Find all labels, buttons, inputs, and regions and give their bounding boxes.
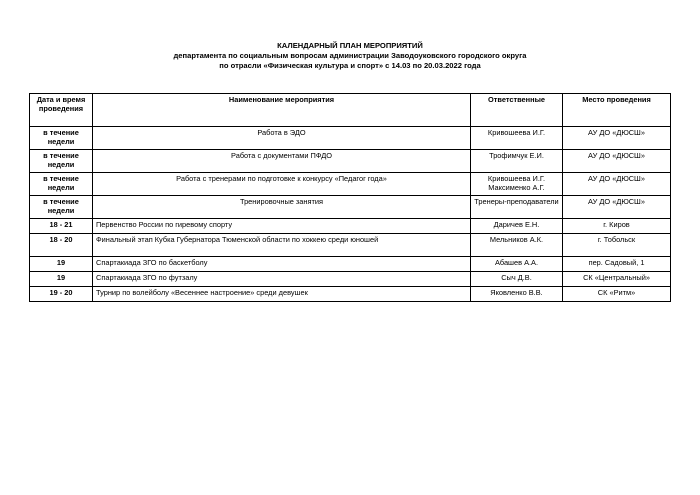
document-subtitle-period: по отрасли «Физическая культура и спорт» с 14.03 по 20.03.2022 года xyxy=(219,61,481,70)
cell-event: Тренировочные занятия xyxy=(93,196,471,219)
cell-date: в течение недели xyxy=(30,127,93,150)
table-row xyxy=(30,257,671,272)
table-row xyxy=(30,196,671,219)
cell-place: АУ ДО «ДЮСШ» xyxy=(563,173,671,196)
cell-date: 19 xyxy=(30,272,93,287)
table-row xyxy=(30,272,671,287)
cell-event: Турнир по волейболу «Весеннее настроение» среди девушек xyxy=(93,287,471,302)
cell-date: 19 xyxy=(30,257,93,272)
cell-responsible: Кривошеева И.Г. xyxy=(471,127,563,150)
table-row xyxy=(30,287,671,302)
cell-place: пер. Садовый, 1 xyxy=(563,257,671,272)
cell-event: Финальный этап Кубка Губернатора Тюменской области по хоккею среди юношей xyxy=(93,234,471,257)
table-row xyxy=(30,127,671,150)
document-title: КАЛЕНДАРНЫЙ ПЛАН МЕРОПРИЯТИЙ xyxy=(277,41,423,50)
cell-event: Работа с тренерами по подготовке к конкурсу «Педагог года» xyxy=(93,173,471,196)
cell-place: СК «Ритм» xyxy=(563,287,671,302)
table-row xyxy=(30,219,671,234)
cell-responsible: Абашев А.А. xyxy=(471,257,563,272)
cell-date: 19 - 20 xyxy=(30,287,93,302)
cell-event: Работа в ЭДО xyxy=(93,127,471,150)
cell-event: Первенство России по гиревому спорту xyxy=(93,219,471,234)
table-header-row xyxy=(30,94,671,127)
cell-date: в течение недели xyxy=(30,196,93,219)
cell-responsible: Сыч Д.В. xyxy=(471,272,563,287)
column-header-date: Дата и время проведения xyxy=(30,94,93,127)
cell-place: АУ ДО «ДЮСШ» xyxy=(563,150,671,173)
cell-event: Спартакиада ЗГО по баскетболу xyxy=(93,257,471,272)
cell-responsible: Тренеры-преподаватели xyxy=(471,196,563,219)
cell-responsible: Трофимчук Е.И. xyxy=(471,150,563,173)
table-row xyxy=(30,234,671,257)
cell-date: 18 - 21 xyxy=(30,219,93,234)
events-table xyxy=(29,93,671,302)
cell-event: Спартакиада ЗГО по футзалу xyxy=(93,272,471,287)
cell-place: СК «Центральный» xyxy=(563,272,671,287)
cell-place: АУ ДО «ДЮСШ» xyxy=(563,127,671,150)
cell-place: АУ ДО «ДЮСШ» xyxy=(563,196,671,219)
table-row xyxy=(30,173,671,196)
cell-responsible: Яковленко В.В. xyxy=(471,287,563,302)
cell-responsible: Кривошеева И.Г. Максименко А.Г. xyxy=(471,173,563,196)
cell-place: г. Тобольск xyxy=(563,234,671,257)
document-header xyxy=(0,41,700,71)
column-header-place: Место проведения xyxy=(563,94,671,127)
cell-date: в течение недели xyxy=(30,173,93,196)
cell-responsible: Мельников А.К. xyxy=(471,234,563,257)
cell-place: г. Киров xyxy=(563,219,671,234)
column-header-responsible: Ответственные xyxy=(471,94,563,127)
cell-date: 18 - 20 xyxy=(30,234,93,257)
cell-date: в течение недели xyxy=(30,150,93,173)
table-row xyxy=(30,150,671,173)
cell-event: Работа с документами ПФДО xyxy=(93,150,471,173)
document-subtitle-department: департамента по социальным вопросам администрации Заводоуковского городского округа xyxy=(173,51,527,60)
cell-responsible: Даричев Е.Н. xyxy=(471,219,563,234)
column-header-event: Наименование мероприятия xyxy=(93,94,471,127)
